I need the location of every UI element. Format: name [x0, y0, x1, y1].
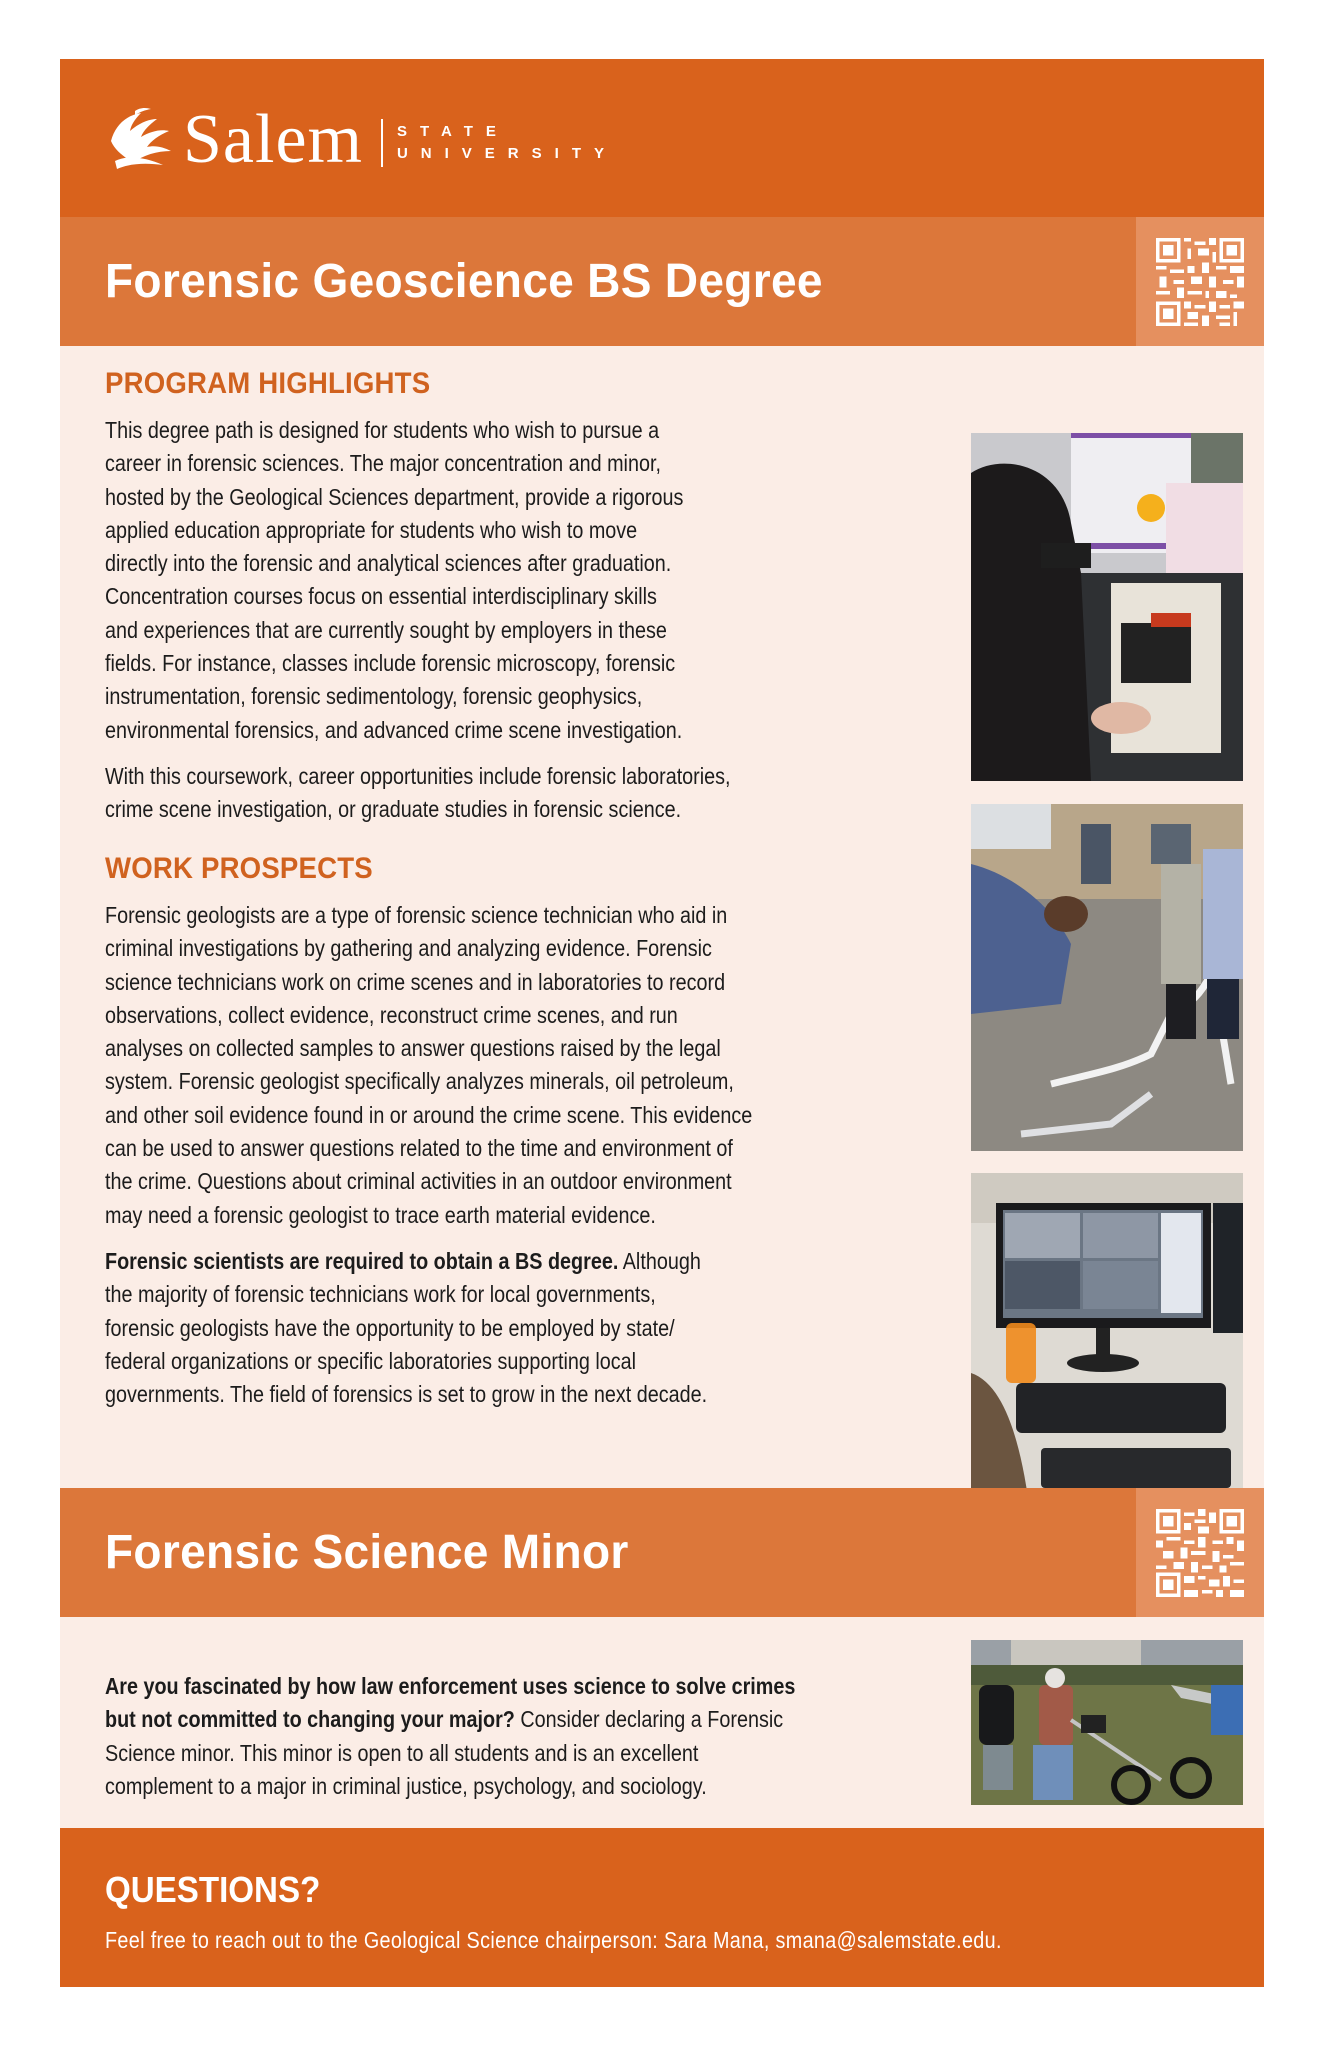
ground-penetrating-radar-photo: [971, 1640, 1243, 1805]
minor-paragraph: [105, 1670, 935, 1803]
flyer-panel: [60, 59, 1264, 1987]
contact-text[interactable]: Feel free to reach out to the Geological Science chairperson: Sara Mana, smana@salemstate.edu.: [105, 1927, 1002, 1953]
qr-code-icon[interactable]: [1156, 238, 1244, 326]
logo-wordmark: Salem: [183, 101, 363, 178]
top-banner: [60, 59, 1264, 217]
student-at-microscope-photo: [971, 433, 1243, 781]
program-highlights-section: [105, 366, 935, 827]
work-prospects-heading: WORK PROSPECTS: [105, 852, 373, 885]
minor-description: [105, 1670, 935, 1803]
degree-content: [60, 346, 1264, 1488]
program-highlights-paragraph-2: With this coursework, career opportunities include forensic laboratories, crime scene investigation, or graduate studies in forensic science.: [105, 762, 731, 823]
minor-question: Are you fascinated by how law enforcement uses science to solve crimes but not committed to changing your major?: [105, 1673, 796, 1733]
minor-content: [60, 1617, 1264, 1828]
degree-title: Forensic Geoscience BS Degree: [105, 255, 823, 308]
logo-subtitle: [397, 121, 617, 165]
degree-title-band: [60, 217, 1264, 346]
ship-logo-icon: [105, 107, 175, 173]
work-prospects-paragraph-2-text: Although the majority of forensic technicians work for local governments, forensic geologists have the opportunity to be employed by state/ federal organizations or specific laboratories supporting local governments. The field of forensics is set to grow in the next decade.: [105, 1247, 708, 1408]
program-highlights-heading: PROGRAM HIGHLIGHTS: [105, 367, 431, 400]
work-prospects-section: [105, 851, 935, 1411]
minor-title: Forensic Science Minor: [105, 1526, 629, 1579]
crime-scene-outline-photo: [971, 804, 1243, 1151]
minor-paragraph-text: Consider declaring a Forensic Science minor. This minor is open to all students and is an excellent complement to a major in criminal justice, psychology, and sociology.: [105, 1706, 784, 1799]
program-highlights-paragraph-1: This degree path is designed for students who wish to pursue a career in forensic sciences. The major concentration and minor, hosted by the Geological Sciences department, provide a rigorous applied education appropriate for students who wish to move directly into the forensic and analytical sciences after graduation. Concentration courses focus on essential interdisciplinary skills and experiences that are currently sought by employers in these fields. For instance, classes include forensic microscopy, forensic instrumentation, forensic sedimentology, forensic geophysics, environmental forensics, and advanced crime scene investigation.: [105, 417, 684, 743]
computer-imaging-station-photo: [971, 1173, 1243, 1521]
questions-footer: [60, 1828, 1264, 1987]
minor-title-band: [60, 1488, 1264, 1617]
salem-state-logo: [105, 101, 617, 178]
work-prospects-paragraph-2: [105, 1245, 935, 1411]
logo-state-text: STATE: [396, 123, 509, 140]
work-prospects-paragraph-1: Forensic geologists are a type of forensic science technician who aid in criminal investigations by gathering and analyzing evidence. Forensic science technicians work on crime scenes and in laboratories to record observations, collect evidence, reconstruct crime scenes, and run analyses on collected samples to answer questions raised by the legal system. Forensic geologist specifically analyzes minerals, oil petroleum, and other soil evidence found in or around the crime scene. This evidence can be used to answer questions related to the time and environment of the crime. Questions about criminal activities in an outdoor environment may need a forensic geologist to trace earth material evidence.: [105, 902, 753, 1228]
bs-degree-requirement: Forensic scientists are required to obtain a BS degree.: [105, 1247, 619, 1274]
logo-divider: [381, 119, 383, 167]
degree-qr-cell: [1136, 217, 1264, 346]
qr-code-icon[interactable]: [1156, 1509, 1244, 1597]
questions-heading: QUESTIONS?: [105, 1869, 321, 1910]
logo-university-text: UNIVERSITY: [396, 145, 617, 162]
minor-qr-cell: [1136, 1488, 1264, 1617]
